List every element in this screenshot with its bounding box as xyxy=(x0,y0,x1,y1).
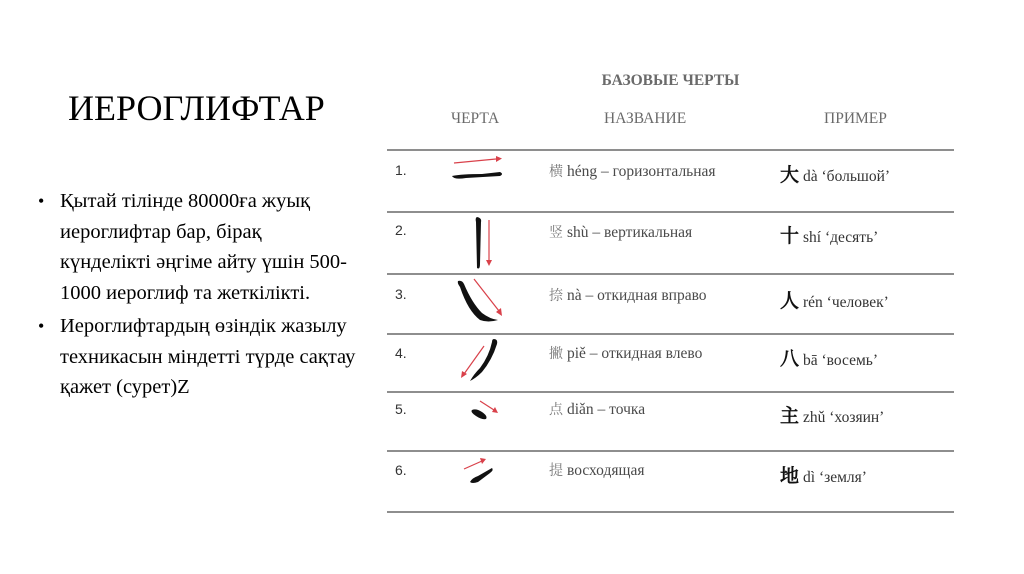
row-number: 5. xyxy=(395,401,407,417)
stroke-name: 竖 shù – вертикальная xyxy=(549,224,693,241)
stroke-example: 人 rén ‘человек’ xyxy=(780,290,889,312)
slide-title: ИЕРОГЛИФТАР xyxy=(68,88,325,128)
bullet-item xyxy=(36,311,356,403)
table-divider xyxy=(387,511,954,513)
stroke-example: 十 shí ‘десять’ xyxy=(780,225,879,247)
row-number: 4. xyxy=(395,345,407,361)
row-number: 1. xyxy=(395,162,407,178)
row-number: 2. xyxy=(395,222,407,238)
right-falling-stroke-icon xyxy=(442,275,522,327)
table-divider xyxy=(387,450,954,452)
bullet-icon: • xyxy=(38,316,45,336)
table-divider xyxy=(387,211,954,213)
row-number: 3. xyxy=(395,286,407,302)
table-title: БАЗОВЫЕ ЧЕРТЫ xyxy=(601,72,740,89)
column-header-stroke: ЧЕРТА xyxy=(451,110,500,127)
bullet-text: Иероглифтардың өзіндік жазылу техникасын міндетті түрде сақтау қажет (сурет)Z xyxy=(60,315,356,398)
horizontal-stroke-icon xyxy=(442,154,522,186)
stroke-example: 主 zhǔ ‘хозяин’ xyxy=(780,405,885,427)
table-divider xyxy=(387,149,954,151)
stroke-example: 大 dà ‘большой’ xyxy=(780,164,891,186)
rising-stroke-icon xyxy=(442,456,522,488)
column-header-name: НАЗВАНИЕ xyxy=(604,110,687,127)
stroke-example: 地 dì ‘земля’ xyxy=(780,465,867,487)
table-divider xyxy=(387,333,954,335)
table-divider xyxy=(387,391,954,393)
stroke-example: 八 bā ‘восемь’ xyxy=(780,348,879,370)
bullet-item xyxy=(36,186,356,308)
stroke-name: 撇 piě – откидная влево xyxy=(549,345,703,362)
bullet-list xyxy=(36,186,356,406)
left-falling-stroke-icon xyxy=(442,336,522,386)
stroke-name: 捺 nà – откидная вправо xyxy=(549,287,707,304)
stroke-name: 点 diǎn – точка xyxy=(549,401,646,418)
bullet-icon: • xyxy=(38,191,45,211)
vertical-stroke-icon xyxy=(442,214,522,272)
stroke-name: 提 восходящая xyxy=(549,462,645,479)
strokes-table xyxy=(387,60,954,520)
bullet-text: Қытай тілінде 80000ға жуық иероглифтар бар, бірақ күнделікті әңгіме айту үшін 500-1000 иероглиф та жеткілікті. xyxy=(60,190,348,304)
stroke-name: 横 héng – горизонтальная xyxy=(549,163,716,180)
column-header-example: ПРИМЕР xyxy=(824,110,887,127)
dot-stroke-icon xyxy=(442,396,522,426)
row-number: 6. xyxy=(395,462,407,478)
